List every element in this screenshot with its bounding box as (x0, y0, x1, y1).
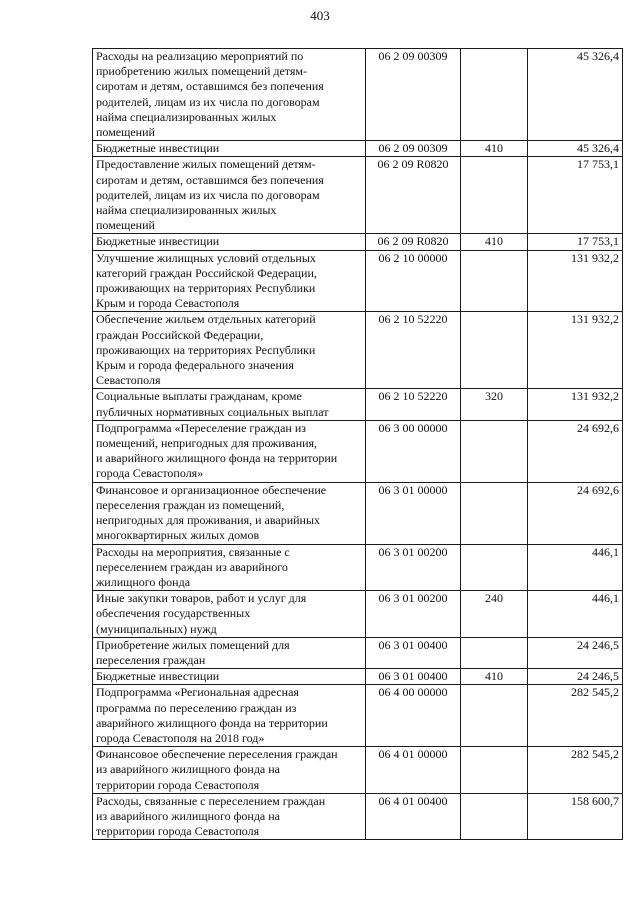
amount-text: 446,1 (592, 591, 619, 606)
table-row (93, 482, 623, 544)
amount-text: 17 753,1 (577, 157, 619, 172)
target-article-code-cell (366, 544, 461, 591)
expense-name-cell (93, 793, 366, 840)
expense-name-text: Бюджетные инвестиции (96, 234, 220, 249)
expense-type-cell (461, 637, 528, 668)
table-row (93, 250, 623, 312)
budget-table (92, 48, 623, 840)
target-article-code-text: 06 3 01 00200 (378, 591, 448, 606)
table-body (93, 49, 623, 840)
target-article-code-cell (366, 49, 461, 141)
amount-text: 17 753,1 (577, 234, 619, 249)
table-row (93, 157, 623, 234)
expense-name-text: Бюджетные инвестиции (96, 141, 220, 156)
target-article-code-cell (366, 250, 461, 312)
amount-text: 282 545,2 (571, 747, 619, 762)
amount-text: 158 600,7 (571, 793, 619, 808)
amount-text: 24 692,6 (577, 482, 619, 497)
table-row (93, 312, 623, 389)
table-row (93, 234, 623, 250)
expense-type-cell (461, 234, 528, 250)
expense-name-cell (93, 250, 366, 312)
target-article-code-text: 06 2 09 00309 (378, 49, 448, 63)
target-article-code-text: 06 3 01 00400 (378, 637, 448, 652)
amount-cell (528, 389, 623, 420)
target-article-code-cell (366, 420, 461, 482)
expense-name-cell (93, 482, 366, 544)
expense-type-cell (461, 685, 528, 747)
expense-name-text: Предоставление жилых помещений детям- сиротам и детям, оставшимся без попечения родителей, лицам из их числа по договорам найма специализированных жилых помещений (96, 157, 324, 233)
amount-cell (528, 637, 623, 668)
expense-name-cell (93, 591, 366, 638)
amount-cell (528, 234, 623, 250)
amount-cell (528, 482, 623, 544)
amount-text: 446,1 (592, 544, 619, 559)
table-row (93, 49, 623, 141)
target-article-code-cell (366, 141, 461, 157)
expense-type-cell (461, 669, 528, 685)
expense-name-text: Обеспечение жильем отдельных категорий граждан Российской Федерации, проживающих на территориях Республики Крым и города федерального значения Севастополя (96, 312, 316, 388)
amount-cell (528, 669, 623, 685)
table-row (93, 685, 623, 747)
target-article-code-text: 06 4 01 00400 (378, 793, 448, 808)
amount-cell (528, 685, 623, 747)
expense-name-text: Подпрограмма «Региональная адресная программа по переселению граждан из аварийного жилищного фонда на территории города Севастополя на 2018 год» (96, 685, 328, 745)
target-article-code-text: 06 2 09 00309 (378, 141, 448, 156)
amount-cell (528, 793, 623, 840)
expense-name-text: Расходы на реализацию мероприятий по приобретению жилых помещений детям- сиротам и детям, оставшимся без попечения родителей, лицам из их числа по договорам найма специализированных жилых помещений (96, 49, 324, 140)
target-article-code-text: 06 3 01 00000 (378, 482, 448, 497)
expense-name-cell (93, 49, 366, 141)
expense-name-cell (93, 637, 366, 668)
target-article-code-text: 06 3 01 00200 (378, 544, 448, 559)
expense-name-text: Финансовое и организационное обеспечение переселения граждан из помещений, непригодных для проживания, и аварийных многоквартирных жилых домов (96, 482, 327, 543)
expense-type-cell (461, 389, 528, 420)
expense-type-cell (461, 544, 528, 591)
amount-text: 131 932,2 (571, 312, 619, 327)
table-row (93, 389, 623, 420)
expense-type-text: 410 (485, 669, 503, 684)
target-article-code-cell (366, 591, 461, 638)
amount-text: 45 326,4 (577, 141, 619, 156)
amount-cell (528, 747, 623, 794)
amount-cell (528, 141, 623, 157)
target-article-code-text: 06 2 10 00000 (378, 250, 448, 265)
table-row (93, 747, 623, 794)
expense-type-cell (461, 747, 528, 794)
page-number: 403 (310, 8, 330, 23)
expense-name-cell (93, 669, 366, 685)
target-article-code-cell (366, 793, 461, 840)
amount-text: 131 932,2 (571, 250, 619, 265)
amount-cell (528, 49, 623, 141)
table-row (93, 420, 623, 482)
amount-text: 282 545,2 (571, 685, 619, 700)
target-article-code-cell (366, 157, 461, 234)
expense-name-cell (93, 544, 366, 591)
expense-type-cell (461, 49, 528, 141)
amount-text: 24 246,5 (577, 669, 619, 684)
amount-text: 131 932,2 (571, 389, 619, 404)
expense-name-text: Приобретение жилых помещений для переселения граждан (96, 637, 290, 667)
expense-type-text: 410 (485, 141, 503, 156)
expense-name-cell (93, 685, 366, 747)
expense-name-cell (93, 157, 366, 234)
target-article-code-cell (366, 669, 461, 685)
expense-type-cell (461, 141, 528, 157)
expense-name-cell (93, 420, 366, 482)
expense-name-text: Иные закупки товаров, работ и услуг для обеспечения государственных (муниципальных) нужд (96, 591, 307, 636)
target-article-code-cell (366, 685, 461, 747)
table-row (93, 793, 623, 840)
expense-name-text: Бюджетные инвестиции (96, 669, 220, 684)
amount-cell (528, 157, 623, 234)
amount-text: 45 326,4 (577, 49, 619, 63)
target-article-code-text: 06 4 01 00000 (378, 747, 448, 762)
amount-cell (528, 544, 623, 591)
expense-type-cell (461, 793, 528, 840)
target-article-code-text: 06 2 09 R0820 (377, 157, 449, 172)
amount-cell (528, 591, 623, 638)
target-article-code-text: 06 3 00 00000 (378, 420, 448, 435)
target-article-code-cell (366, 482, 461, 544)
table-row (93, 591, 623, 638)
expense-name-text: Расходы на мероприятия, связанные с переселением граждан из аварийного жилищного фонда (96, 544, 290, 589)
target-article-code-text: 06 2 10 52220 (378, 389, 448, 404)
amount-cell (528, 250, 623, 312)
expense-type-text: 410 (485, 234, 503, 249)
expense-name-cell (93, 141, 366, 157)
target-article-code-text: 06 3 01 00400 (378, 669, 448, 684)
expense-type-cell (461, 420, 528, 482)
amount-cell (528, 420, 623, 482)
target-article-code-cell (366, 747, 461, 794)
expense-name-cell (93, 747, 366, 794)
target-article-code-cell (366, 234, 461, 250)
target-article-code-text: 06 4 00 00000 (378, 685, 448, 700)
expense-type-cell (461, 157, 528, 234)
amount-cell (528, 312, 623, 389)
table-row (93, 669, 623, 685)
expense-name-text: Финансовое обеспечение переселения граждан из аварийного жилищного фонда на территории города Севастополя (96, 747, 338, 792)
expense-type-cell (461, 312, 528, 389)
table-row (93, 544, 623, 591)
expense-name-text: Социальные выплаты гражданам, кроме публичных нормативных социальных выплат (96, 389, 329, 419)
table-row (93, 637, 623, 668)
target-article-code-text: 06 2 10 52220 (378, 312, 448, 327)
expense-type-cell (461, 482, 528, 544)
expense-name-text: Подпрограмма «Переселение граждан из помещений, непригодных для проживания, и аварийного жилищного фонда на территории города Севастополя» (96, 420, 338, 481)
amount-text: 24 692,6 (577, 420, 619, 435)
expense-type-text: 320 (485, 389, 503, 404)
expense-name-cell (93, 389, 366, 420)
target-article-code-cell (366, 637, 461, 668)
target-article-code-cell (366, 389, 461, 420)
target-article-code-text: 06 2 09 R0820 (377, 234, 449, 249)
expense-name-cell (93, 312, 366, 389)
target-article-code-cell (366, 312, 461, 389)
expense-name-text: Расходы, связанные с переселением граждан из аварийного жилищного фонда на территории города Севастополя (96, 793, 326, 839)
expense-type-text: 240 (485, 591, 503, 606)
expense-type-cell (461, 250, 528, 312)
table-row (93, 141, 623, 157)
expense-type-cell (461, 591, 528, 638)
expense-name-cell (93, 234, 366, 250)
expense-name-text: Улучшение жилищных условий отдельных категорий граждан Российской Федерации, проживающих на территориях Республики Крым и города Севастополя (96, 250, 317, 311)
amount-text: 24 246,5 (577, 637, 619, 652)
